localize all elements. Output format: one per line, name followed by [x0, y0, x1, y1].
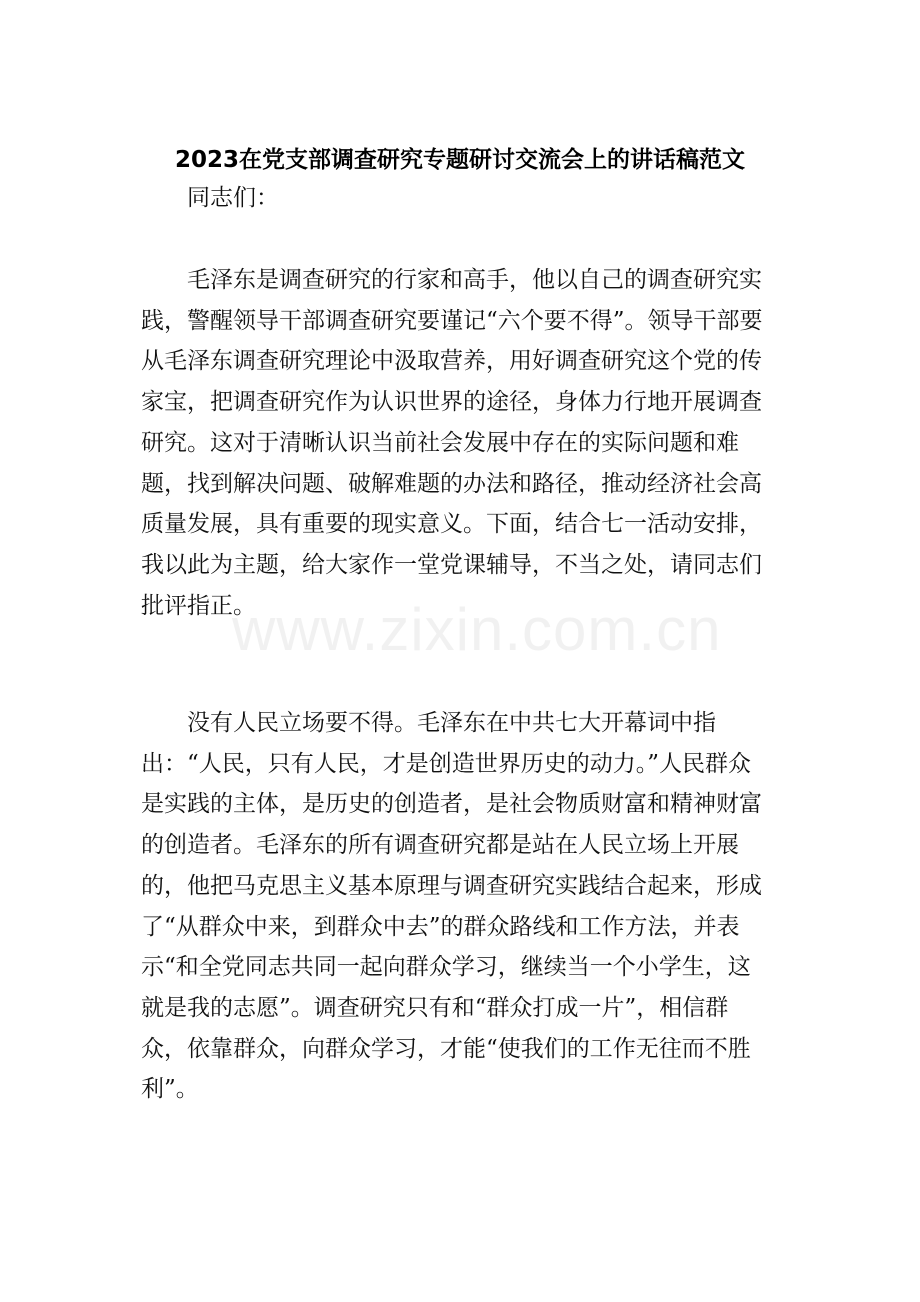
- watermark: www.zixin.com.cn: [232, 596, 722, 663]
- document-title: 2023在党支部调查研究专题研讨交流会上的讲话稿范文: [174, 147, 745, 173]
- paragraph-1: 毛泽东是调查研究的行家和高手，他以自己的调查研究实践，警醒领导干部调查研究要谨记“六个要不得”。领导干部要从毛泽东调查研究理论中汲取营养，用好调查研究这个党的传家宝，把调查研究作为认识世界的途径，身体力行地开展调查研究。这对于清晰认识当前社会发展中存在的实际问题和难题，找到解决问题、破解难题的办法和路径，推动经济社会高质量发展，具有重要的现实意义。下面，结合七一活动安排，我以此为主题，给大家作一堂党课辅导，不当之处，请同志们批评指正。: [141, 267, 763, 619]
- paragraph-2: 没有人民立场要不得。毛泽东在中共七大开幕词中指出：“人民，只有人民，才是创造世界历史的动力。”人民群众是实践的主体，是历史的创造者，是社会物质财富和精神财富的创造者。毛泽东的所有调查研究都是站在人民立场上开展的，他把马克思主义基本原理与调查研究实践结合起来，形成了“从群众中来，到群众中去”的群众路线和工作方法，并表示“和全党同志共同一起向群众学习，继续当一个小学生，这就是我的志愿”。调查研究只有和“群众打成一片”，相信群众，依靠群众，向群众学习，才能“使我们的工作无往而不胜利”。: [141, 710, 762, 1103]
- salutation: 同志们：: [187, 185, 279, 211]
